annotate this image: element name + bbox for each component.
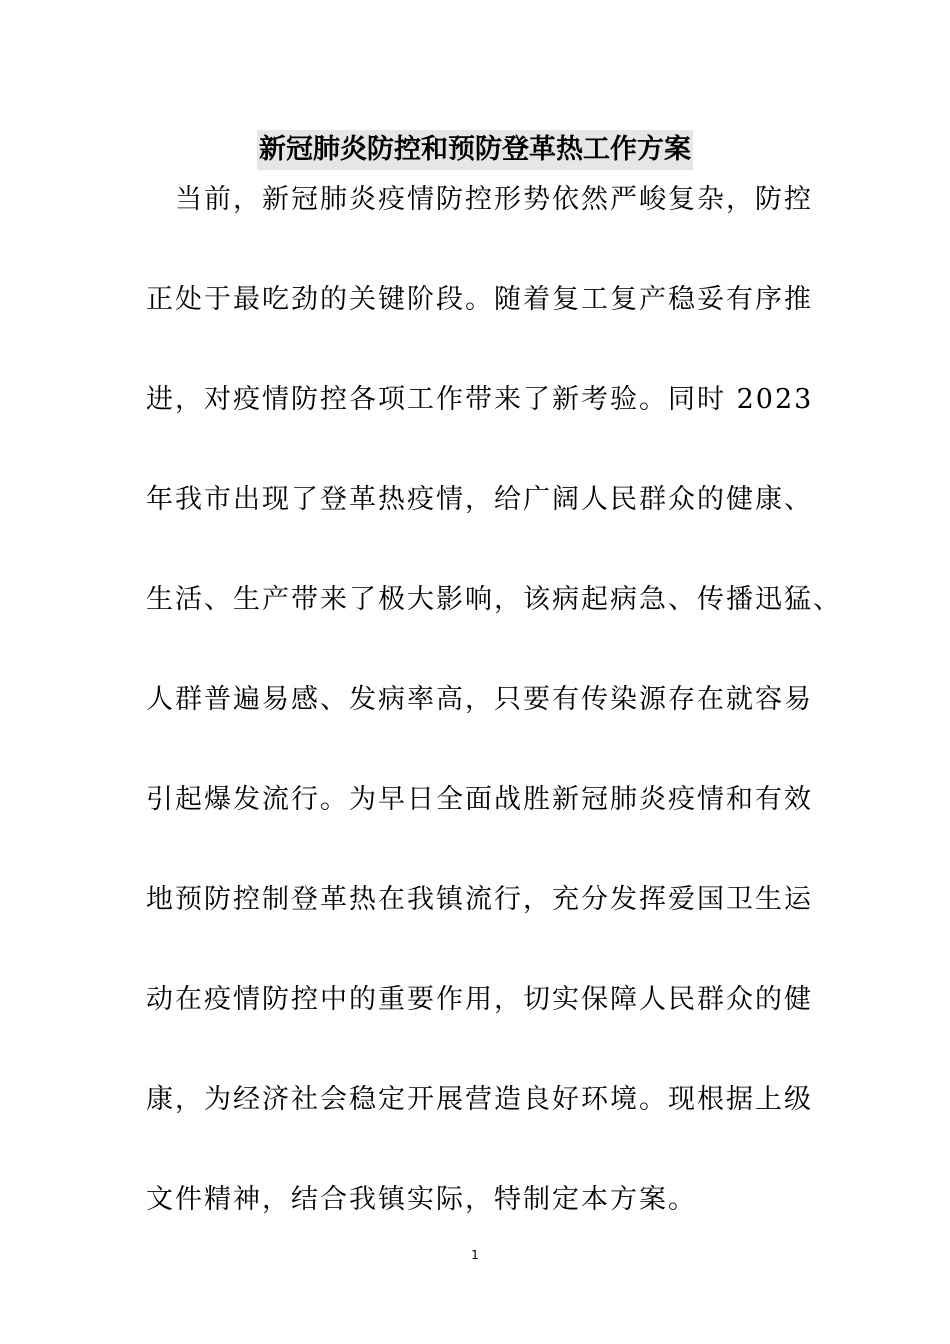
- paragraph-line-11: 文件精神，结合我镇实际，特制定本方案。: [146, 1184, 697, 1215]
- paragraph-line-6: 人群普遍易感、发病率高，只要有传染源存在就容易: [146, 684, 813, 715]
- page-number: 1: [471, 1248, 479, 1262]
- paragraph-line-8: 地预防控制登革热在我镇流行，充分发挥爱国卫生运: [146, 884, 813, 915]
- paragraph-line-9: 动在疫情防控中的重要作用，切实保障人民群众的健: [146, 984, 813, 1015]
- title-wrap: [0, 130, 950, 170]
- paragraph-line-10: 康，为经济社会稳定开展营造良好环境。现根据上级: [146, 1084, 813, 1115]
- paragraph-line-3: 进，对疫情防控各项工作带来了新考验。同时 2023: [146, 384, 814, 415]
- paragraph-line-4: 年我市出现了登革热疫情，给广阔人民群众的健康、: [146, 484, 813, 515]
- document-title: 新冠肺炎防控和预防登革热工作方案: [257, 130, 693, 170]
- paragraph-line-2: 正处于最吃劲的关键阶段。随着复工复产稳妥有序推: [146, 284, 813, 315]
- paragraph-line-1: 当前，新冠肺炎疫情防控形势依然严峻复杂，防控: [146, 184, 813, 215]
- paragraph-line-7: 引起爆发流行。为早日全面战胜新冠肺炎疫情和有效: [146, 784, 813, 815]
- paragraph-line-5: 生活、生产带来了极大影响，该病起病急、传播迅猛、: [146, 584, 842, 615]
